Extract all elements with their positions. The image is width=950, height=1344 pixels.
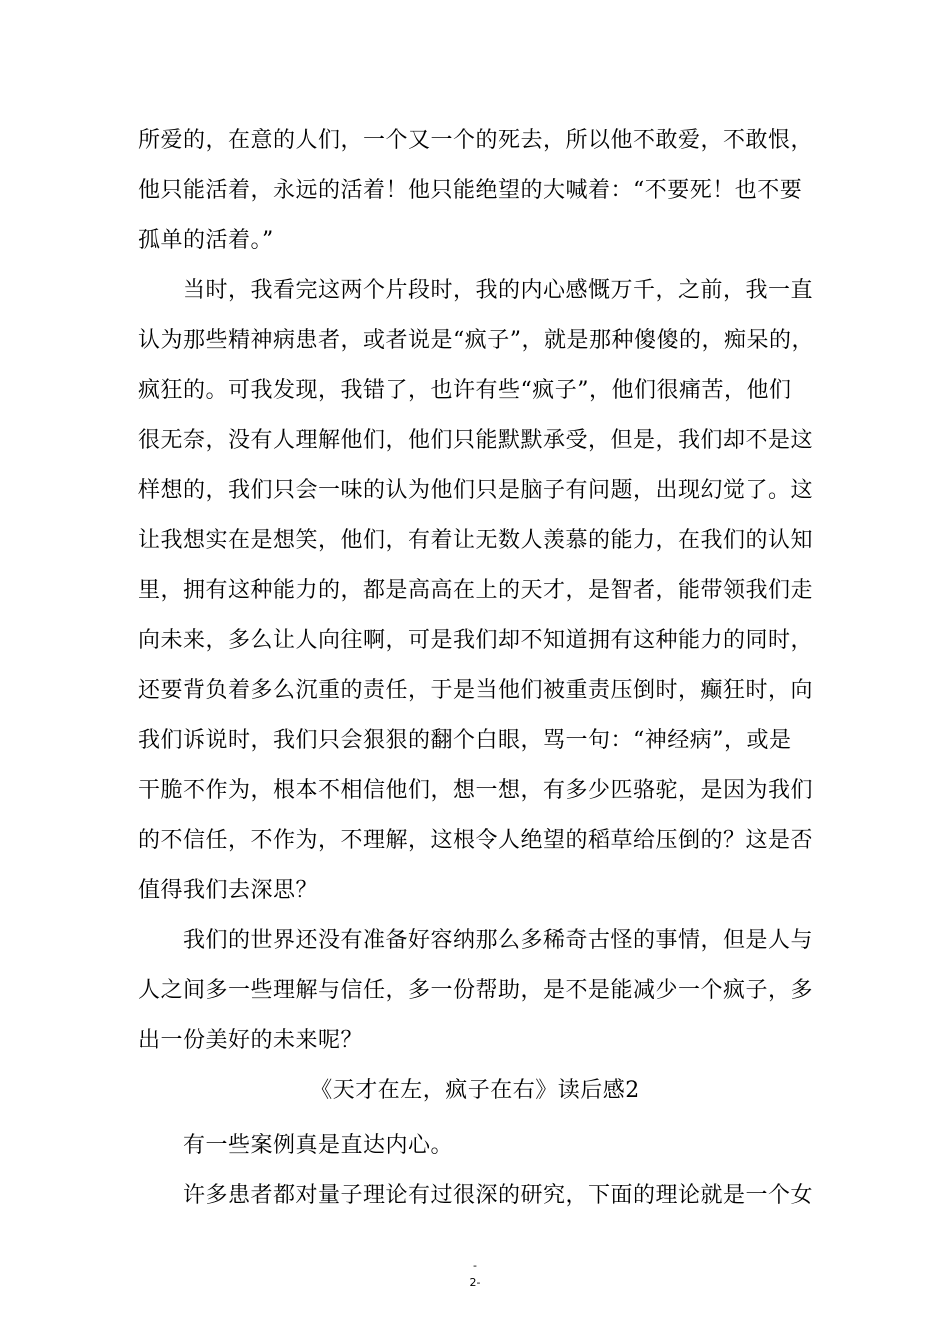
- page-number: 2-: [469, 1276, 481, 1289]
- text-line: 所爱的，在意的人们，一个又一个的死去，所以他不敢爱，不敢恨，: [138, 128, 814, 153]
- text-line: 疯狂的。可我发现，我错了，也许有些“疯子”，他们很痛苦，他们: [138, 378, 792, 403]
- text-line: 我们的世界还没有准备好容纳那么多稀奇古怪的事情，但是人与: [183, 928, 814, 953]
- section-heading: 《天才在左，疯子在右》读后感2: [310, 1078, 640, 1103]
- text-line: 当时，我看完这两个片段时，我的内心感慨万千，之前，我一直: [183, 278, 814, 303]
- footer-dash: -: [473, 1259, 477, 1272]
- text-line: 还要背负着多么沉重的责任，于是当他们被重责压倒时，癫狂时，向: [138, 678, 814, 703]
- text-line: 他只能活着，永远的活着！他只能绝望的大喊着：“不要死！也不要: [138, 178, 803, 203]
- text-line: 的不信任，不作为，不理解，这根令人绝望的稻草给压倒的？这是否: [138, 828, 814, 853]
- text-line: 出一份美好的未来呢？: [138, 1028, 364, 1053]
- text-line: 值得我们去深思？: [138, 878, 319, 903]
- text-line: 人之间多一些理解与信任，多一份帮助，是不是能减少一个疯子，多: [138, 978, 814, 1003]
- text-line: 让我想实在是想笑，他们，有着让无数人羡慕的能力，在我们的认知: [138, 528, 814, 553]
- text-line: 向未来，多么让人向往啊，可是我们却不知道拥有这种能力的同时，: [138, 628, 814, 653]
- text-line: 有一些案例真是直达内心。: [183, 1133, 454, 1158]
- text-line: 认为那些精神病患者，或者说是“疯子”，就是那种傻傻的，痴呆的，: [138, 328, 814, 353]
- text-line: 干脆不作为，根本不相信他们，想一想，有多少匹骆驼，是因为我们: [138, 778, 814, 803]
- text-line: 孤单的活着。”: [138, 228, 274, 253]
- text-line: 很无奈，没有人理解他们，他们只能默默承受，但是，我们却不是这: [138, 428, 814, 453]
- text-line: 样想的，我们只会一味的认为他们只是脑子有问题，出现幻觉了。这: [138, 478, 814, 503]
- text-line: 里，拥有这种能力的，都是高高在上的天才，是智者，能带领我们走: [138, 578, 814, 603]
- text-line: 我们诉说时，我们只会狠狠的翻个白眼，骂一句：“神经病”，或是: [138, 728, 792, 753]
- text-line: 许多患者都对量子理论有过很深的研究，下面的理论就是一个女: [183, 1183, 814, 1208]
